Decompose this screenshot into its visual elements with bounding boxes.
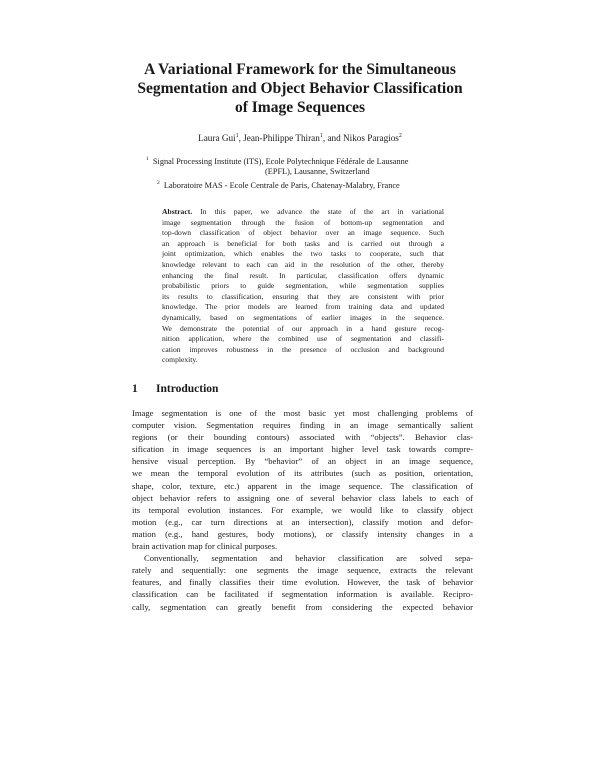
abstract-line: probabilistic priors to guide segmentation, while segmentation supplies: [162, 281, 444, 291]
affiliation-1-cont: [265, 166, 370, 178]
abstract-line: joint optimization, which enables the two tasks to cooperate, such that: [162, 249, 444, 259]
body-line: regions (or their bounding contours) associated with “objects”. Behavior clas-: [132, 432, 473, 443]
abstract-line: knowledge relevant to each can aid in the resolution of the other, thereby: [162, 259, 444, 269]
author-name: Jean-Philippe Thiran: [243, 133, 320, 144]
abstract: [162, 207, 444, 366]
abstract-line: dynamically, based on segmentations of earlier images in the sequence.: [162, 312, 444, 322]
body-line: object behavior refers to assigning one of several behavior class labels to each of: [132, 492, 473, 503]
affiliation-2: [157, 178, 400, 191]
affiliation-mark: 2: [157, 180, 160, 186]
body-line: motion (e.g., car turn directions at an intersection), classify motion and defor-: [132, 516, 473, 527]
title-line: Segmentation and Object Behavior Classification: [137, 80, 463, 97]
author-name: Nikos Paragios: [343, 133, 399, 144]
body-line: features, and finally classifies their time evolution. However, the task of behavior: [132, 577, 473, 588]
abstract-line: knowledge. The prior models are learned from training data and updated: [162, 302, 444, 312]
abstract-line: We demonstrate the potential of our approach in a hand gesture recog-: [162, 323, 444, 333]
body-line: Conventionally, segmentation and behavior classification are solved sepa-: [144, 553, 473, 564]
body-line: we mean the temporal evolution of its attributes (such as position, orientation,: [132, 468, 473, 479]
abstract-line: image segmentation through the fusion of bottom-up segmentation and: [162, 217, 444, 227]
author-mark: 1: [235, 133, 239, 139]
section-heading: [132, 383, 218, 395]
paper-title: [100, 60, 500, 117]
body-line: rately and sequentially: one segments the image sequence, extracts the relevant: [132, 565, 473, 576]
abstract-line: its results to classification, ensuring that they are consistent with prior: [162, 291, 444, 301]
body-line: hensive visual perception. By “behavior” of an object in an image sequence,: [132, 456, 473, 467]
affiliation-line: Laboratoire MAS - Ecole Centrale de Paris, Chatenay-Malabry, France: [163, 180, 400, 190]
body-line: its temporal evolution instances. For example, we would like to classify object: [132, 504, 473, 515]
affiliation-line: (EPFL), Lausanne, Switzerland: [265, 167, 370, 176]
abstract-line: complexity.: [162, 355, 198, 365]
body-line: sification in image sequences is an important higher level task towards compre-: [132, 444, 473, 455]
title-line: A Variational Framework for the Simultaneous: [144, 61, 456, 78]
abstract-line: top-down classification of object behavior over an image sequence. Such: [162, 228, 444, 238]
author-mark: 2: [398, 133, 402, 139]
abstract-line: In this paper, we advance the state of the art in variational: [200, 207, 445, 216]
body-line: shape, color, texture, etc.) apparent in the image sequence. The classification of: [132, 480, 473, 491]
body-line: Image segmentation is one of the most basic yet most challenging problems of: [132, 408, 473, 418]
section-title: Introduction: [156, 383, 219, 395]
title-line: of Image Sequences: [234, 99, 366, 116]
author-separator: ,: [238, 133, 244, 144]
author-list: [100, 133, 500, 143]
body-line: mation (e.g., hand gestures, body motions), or classify intensity changes in a: [132, 528, 473, 539]
body-line: cally, segmentation can greatly benefit from considering the expected behavior: [132, 601, 473, 612]
abstract-line: an approach is beneficial for both tasks and is carried out through a: [162, 238, 444, 248]
body-line: brain activation map for clinical purposes.: [132, 541, 278, 552]
body-line: classification can be facilitated if segmentation information is available. Recipro-: [132, 589, 473, 600]
abstract-line: enhancing the final result. In particular, classification offers dynamic: [162, 270, 444, 280]
abstract-line: cation improves robustness in the presence of occlusion and background: [162, 344, 444, 354]
body-text: [132, 407, 473, 613]
body-line: computer vision. Segmentation requires finding in an image semantically salient: [132, 420, 473, 431]
abstract-label: Abstract.: [162, 207, 193, 216]
abstract-line: nition application, where the combined use of segmentation and classifi-: [162, 334, 444, 344]
affiliation-line: Signal Processing Institute (ITS), Ecole Polytechnique Fédérale de Lausanne: [152, 156, 409, 166]
author-mark: 1: [319, 133, 323, 139]
section-number: 1: [132, 383, 138, 395]
author-separator: , and: [322, 133, 343, 144]
affiliation-mark: 1: [146, 156, 149, 162]
author-name: Laura Gui: [198, 133, 236, 144]
